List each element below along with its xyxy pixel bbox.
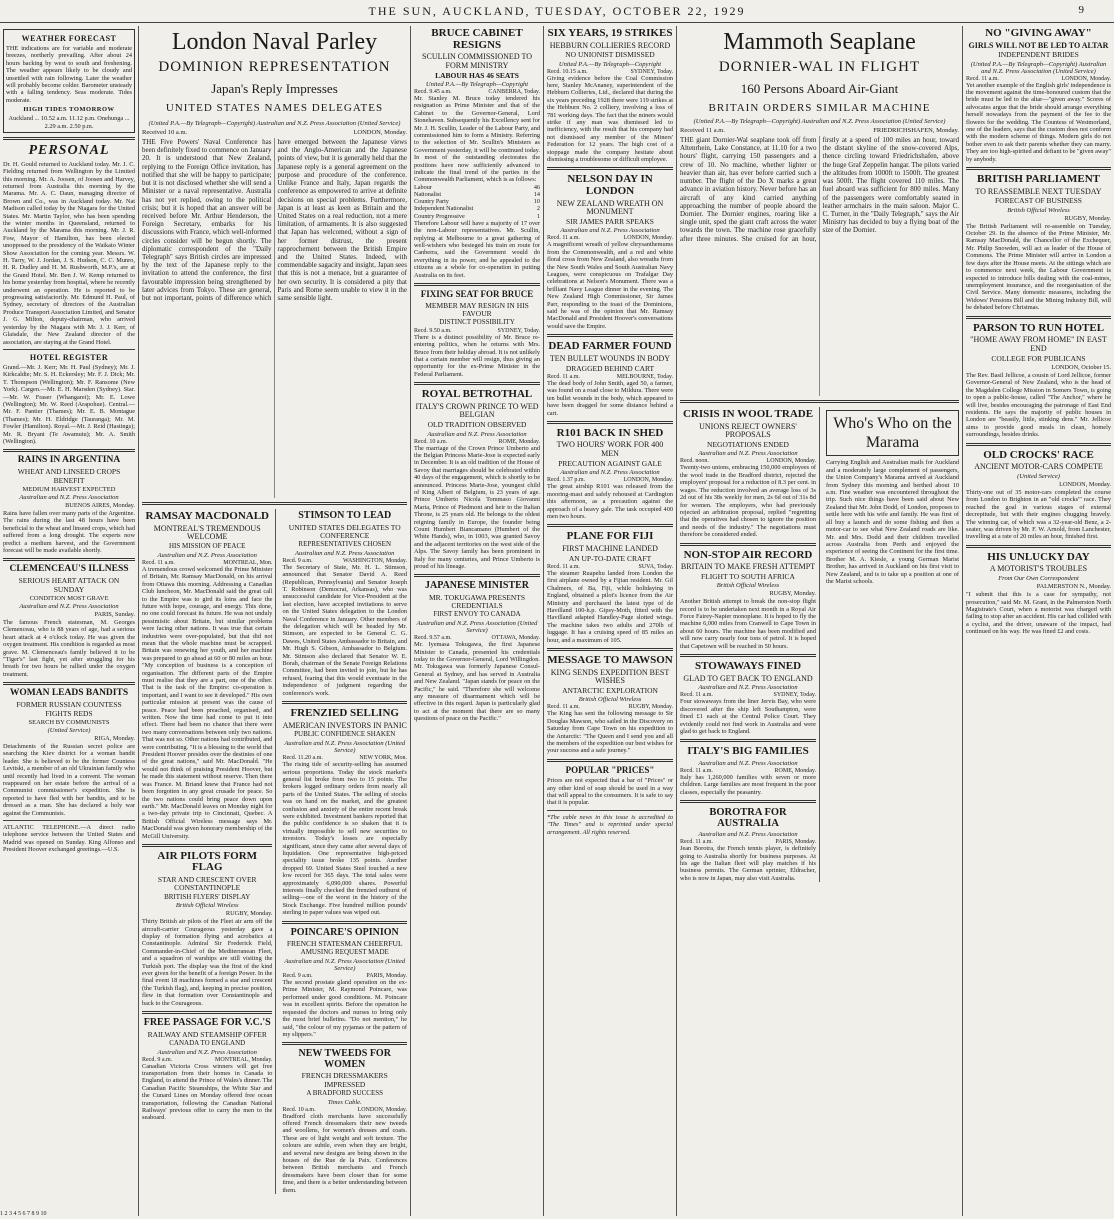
column-1 (0, 26, 139, 1216)
nogiving-sub1: GIRLS WILL NOT BE LED TO ALTAR (968, 40, 1109, 50)
column-8 (963, 26, 1114, 1216)
parliament-text: The British Parliament will re-assemble on Tuesday, October 29. In the absence of the Prime Minister, Mr. Ramsay MacDonald, the Chancellor of the Exchequer, Mr. Philip Snowden, will act as leader of the House of Commons. The Prime Minister will arrive in London a few days after the House meets. At the sittings which are to commence next week, the Labour Government is expected to introduce bills dealing with the coal-mines, unemployment insurance, and the reorganisation of the Civil Service. Many domestic measures, including the Widows' Pensions Bill and the Mining Industry Bill, will be debated before Christmas. (966, 222, 1111, 312)
nelson-place: LONDON, Monday. (623, 235, 673, 242)
nonstop-title: NON-STOP AIR RECORD (683, 548, 813, 561)
clemenceau-sub1: SERIOUS HEART ATTACK ON SUNDAY (18, 576, 120, 594)
nelson-sub2: SIR JAMES PARR SPEAKS (566, 217, 654, 227)
r101-sub2: PRECAUTION AGAINST GALE (558, 459, 662, 469)
japanese-received: Recd. 9.57 a.m. (414, 635, 452, 642)
parliament-sub1: TO REASSEMBLE NEXT TUESDAY (975, 186, 1102, 196)
parley-text: THE Five Powers' Naval Conference has been definitely fixed to commence on January 20. It is understood that New Zealand, replying to the Foreign Office invitation, has notified that she will be happy to participate; but it is not disclosed whether she will send a Minister or a naval representative. Australia has not yet replied, owing to the political crisis; but it is hoped that an answer will be received before Mr. Arthur Henderson, the Foreign Secretary, embarks for his discussions with France, which well-informed circles consider will be begun shortly. The diplomatic correspondent of the "Daily Telegraph" says British circles are impressed by the text of the Japanese reply to the invitation to attend the conference, the first favourable impression being strengthened by later advices from Tokyo. These are general, but not important, points of difference which have emerged between the Japanese views and the Anglo-American and the Japanese points of view, but it is generally held that the Japanese reply is a general agreement on the purpose and procedure of the conference. Unlike France and Italy, Japan regards the conference as empowered to arrive at definite decisions on special problems. Furthermore, Japan is at least as keen as Britain and the United States on a real reduction, not a mere limitation, of armaments. It is also suggested that Japan has welcomed, without a sign of her former distrust, the present rapprochement between the British Empire and the United States. Indeed, with commendable sagacity and insight, Japan sees that this is not a menace, but a guarantee of her own security. It is considered a pity that Paris and Rome seem unable to view it in the same sensible light. (142, 138, 407, 302)
sixyears-credit: United P.A.—By Telegraph—Copyright (558, 60, 662, 68)
personal-text: Dr. H. Gould returned to Auckland today. Mr. J. C. Fielding returned from Wellington by the Limited this morning. Mr. A. Joosen, of Joosen and Harvey, returned from Australia this morning by the Marama. Mr. A. C. Daun, managing director of Brown and Co., was in Auckland today. Mr. Nat Madison called today by the Niagara for the United States. Mr. Martin Taylor, who has been spending the winter months in Queensland, returned to Auckland by the Marama this morning. Mr. J. R. Fow, Mayor of Hamilton, has been elected unopposed to the presidency of the Waikato Winter Show Association for the coming year. Messrs. W. H. Tarry, W. J. Jordan, J. S. Hudson, C. C. Munro, H. R. Dudley and H. M. Rushworth, M.P.'s, are at the Grand Hotel. Mr. Ben J. W. Kemp returned to his home yesterday from hospital, where he recently underwent an operation. He is reported to be progressing satisfactorily. Mr. Edmund H. Paul, of Sydney, secretary of directors of the Australian Produce Transport Association Limited, and Senator J. G. Milton, deputy-chairman, who arrived yesterday by the Niagara with Mr. J. J. Kerr, of Glaisdale, the New Zealand director of the association, are staying at the Grand Hotel. (3, 160, 135, 346)
unlucky-text: "I submit that this is a case for sympathy, not prosecution," said Mr. M. Grant, in the Palmerston North Magistrate's Court, when a motorist was charged with failing to stop after an accident. His car had collided with a cyclist, and the driver, unaware of the impact, had continued on his way. He was fined £2 and costs. (966, 591, 1111, 636)
argentina-dateline: BUENOS AIRES, Monday. (65, 501, 135, 509)
clemenceau-dateline: PARIS, Sunday. (94, 611, 135, 619)
oldcrocks-title: OLD CROCKS' RACE (983, 448, 1094, 461)
stowaways-credit: Australian and N.Z. Press Association (698, 684, 798, 692)
tweeds-place: LONDON, Monday. (357, 1106, 407, 1113)
masthead (0, 0, 1114, 23)
bruce-credit: United P.A.—By Telegraph—Copyright (425, 80, 529, 88)
borotra-title: BOROTRA FOR AUSTRALIA (709, 807, 787, 830)
r101-text: The great airship R101 was released from the mooring-mast and safely rehoused at Cardington this afternoon, as a precaution against the approach of a heavy gale. The task occupied 400 men two hours. (547, 483, 673, 520)
party-seats: 2 (536, 205, 540, 213)
masthead-title: THE SUN, AUCKLAND, TUESDAY, OCTOBER 22, 1929 (368, 3, 746, 18)
mawson-sub1: KING SENDS EXPEDITION BEST WISHES (550, 667, 670, 686)
poincare-title: POINCARE'S OPINION (290, 926, 399, 938)
italy-text: Italy has 1,260,000 families with seven or more children. Large families are most frequent in the poor classes, especially the peasantry. (680, 773, 816, 796)
r101-credit: Australian and N.Z. Press Association (560, 469, 660, 477)
bruce-sub1: SCULLIN COMMISSIONED TO FORM MINISTRY (422, 52, 532, 70)
parson-title: PARSON TO RUN HOTEL (972, 321, 1105, 334)
bruce-text-2: Therefore Labour will have a majority of 17 over the non-Labour representatives. Mr. Scullin, replying at Melbourne to a great gathering of well-wishers who besieged his train en route for Canberra, said the Government would do everything in its power, and he appealed to the citizens as a whole for co-operation in putting Australia on its feet. (414, 219, 540, 279)
party-seats: 14 (533, 191, 540, 199)
r101-title: R101 BACK IN SHED (556, 426, 664, 439)
hotel-text: Grand.—Mr. J. Kerr; Mr. H. Paul (Sydney); Mr. J. Kirkcaldie; Mr. S. H. Eckersley; Mr. F. J. Dick; Mr. T. Thompson (Wellington); Mr. F. Ransome (New York). Cargen.—Mr. E. H. Marsden (Sydney). Star.—Mr. W. Fraser (Whangarei); Mr. E. Lowe (Wellington); Mr. W. Reed (Arapohue). Central.—Mr. F. Pantier (Thames); Mr. E. B. Montague (Thames); Mr. H. Eldridge (Tauranga); Mr. M. Fowler (Hamilton). Royal.—Mr. J. Reid (Hastings); Mr. R. Bryant (Te Awamutu); Mr. A. Smith (Wellington). (3, 363, 135, 445)
stimson-text: The Secretary of State, Mr. H. L. Stimson, announced that Senator David A. Reed (Republican, Pennsylvania) and Senator Joseph T. Robinson (Democrat, Arkansas), who was unsuccessful candidate for Vice-President at the last election, have accepted invitations to serve on the United States delegation to the London Naval Conference in January. Other members of the delegation which will be headed by Mr. Stimson, are expected to be General C. G. Dawes, United States Ambassador to Britain, and Mr. Hugh S. Gibson, Ambassador to Belgium. Mr. Stimson also declared that Senator W. E. Borah, chairman of the Senate Foreign Relations Committee, had been invited to join, but he has refused, fearing that this would eventuate in the independence of judgment regarding the conference's work. (282, 563, 407, 697)
tweeds-credit: Times Cable. (327, 1098, 362, 1106)
nogiving-place: LONDON, Monday. (1061, 75, 1111, 82)
royal-sub2: OLD TRADITION OBSERVED (427, 420, 527, 430)
fiji-sub1: FIRST MACHINE LANDED (562, 543, 658, 553)
wool-credit: Australian and N.Z. Press Association (698, 450, 798, 458)
poincare-sub1: FRENCH STATESMAN CHEERFUL (286, 939, 403, 949)
tweeds-sub2: A BRADFORD SUCCESS (306, 1088, 384, 1097)
ramsay-place: MONTREAL, Mon. (223, 559, 273, 566)
bruce-place: CANBERRA, Today. (488, 88, 540, 95)
nogiving-received: Recd. 11 a.m. (966, 75, 999, 82)
deadfarmer-place: MELBOURNE, Today. (616, 373, 673, 380)
mawson-received: Recd. 11 a.m. (547, 704, 580, 711)
sixyears-received: Recd. 10.15 a.m. (547, 68, 588, 75)
tweeds-title: NEW TWEEDS FOR WOMEN (298, 1048, 391, 1070)
page-number: 9 (1078, 4, 1084, 16)
parliament-sub2: FORECAST OF BUSINESS (995, 196, 1082, 206)
ramsay-received: Recd. 11 a.m. (142, 559, 175, 566)
r101-received: Recd. 1.37 p.m. (547, 477, 585, 484)
unlucky-credit: From Our Own Correspondent (998, 575, 1079, 583)
stimson-dateline (282, 558, 407, 564)
lower-split-right (680, 407, 959, 882)
oldcrocks-text: Thirty-one out of 35 motor-cars completed the course from London to Brighton in an "old crocks'" race. They reached the goal in various stages of external decrepitude, but with their engines chugging bravely. The winning car, of which was a 32-year-old Benz, a 2-seater, was driven by Mr. F. W. Arnold, from Lanchester, travelling at a rate of 20 miles an hour, finished first. (966, 488, 1111, 541)
ramsay-sub2: HIS MISSION OF PEACE (169, 542, 246, 551)
italy-title: ITALY'S BIG FAMILIES (687, 745, 809, 758)
clemenceau-credit: Australian and N.Z. Press Association (19, 603, 119, 611)
fiji-sub2: AN UP-TO-DATE CRAFT (568, 553, 652, 563)
parson-dateline: LONDON, October 15. (1051, 363, 1111, 371)
bandits-dateline: RIGA, Monday. (94, 734, 135, 742)
party-table (414, 184, 540, 220)
party-name: Country Progressive (414, 212, 465, 220)
frenzied-received: Recd. 11.20 a.m. (282, 755, 323, 762)
party-seats: 10 (533, 198, 540, 206)
wool-received: Recd. noon. (680, 458, 709, 465)
freepassage-sub1: RAILWAY AND STEAMSHIP OFFER (147, 1029, 267, 1039)
parley-title: London Naval Parley (171, 29, 378, 55)
argentina-sub1: WHEAT AND LINSEED CROPS BENEFIT (17, 467, 121, 485)
pilots-credit: British Official Wireless (175, 902, 239, 910)
parley-place: LONDON, Monday. (353, 129, 407, 137)
frenzied-text: The rising tide of security-selling has assumed serious proportions. Today the stock market's general list broke from two to 15 points. The brokers logged ordinary orders from nearly all parts of the United States. The selling of stocks was on hand on the market, and the greatest confusion and anxiety of the entire recent break were exhibited. Investment bankers reported that the public confidence is so shaken that it is virtually impossible to sell new securities to investors. Today's losses are especially significant, since they came after several days of liquidation. One representative high-priced speciality issue broke 135 points. Another dropped 69. United States Steel touched a new low record for 365 days. The total sales were approximately 6,090,000 shares. Powerful interests finally checked the frenzied outburst of selling—one of the worst in the history of the Stock Exchange. Five hundred million pounds' sterling in paper values was wiped out. (282, 761, 407, 917)
parley-credit: (United P.A.—By Telegraph—Copyright) Australian and N.Z. Press Association (United Service) (148, 120, 401, 128)
frenzied-sub2: PUBLIC CONFIDENCE SHAKEN (294, 730, 396, 739)
nelson-title: NELSON DAY IN LONDON (567, 173, 653, 198)
poincare-received: Recd. 9 a.m. (282, 973, 313, 980)
mammoth-sub2: 160 Persons Aboard Air-Giant (740, 80, 899, 96)
weather-text: THE indications are for variable and moderate breezes, northerly prevailing. After about 24 hours backing by west to south and freshening. The weather appears likely to be cloudy and unsettled with rain following. Later the weather will probably become colder. Barometer unsteady with a falling tendency. Seas moderate. Tides moderate. (6, 45, 132, 104)
frenzied-place: NEW YORK, Mon. (359, 755, 407, 762)
freepassage-place: MONTREAL, Monday. (214, 1056, 273, 1063)
fixing-title: FIXING SEAT FOR BRUCE (420, 289, 534, 300)
clemenceau-sub2: CONDITION MOST GRAVE (29, 594, 109, 602)
stimson-received: Recd. 9 a.m. (282, 557, 313, 564)
parliament-credit: British Official Wireless (1007, 206, 1070, 214)
sixyears-sub2: NO UNIONIST DISMISSED (565, 50, 655, 60)
nogiving-title: NO "GIVING AWAY" (985, 27, 1092, 39)
unlucky-sub1: A MOTORIST'S TROUBLES (989, 564, 1088, 574)
tides-title: HIGH TIDES TOMORROW (23, 106, 115, 114)
fixing-text: There is a distinct possibility of Mr. Bruce re-entering politics, when he returns with Mrs. Bruce from their holiday abroad. It is not unlikely that a certain member will resign, thus giving an opportunity for the ex-Prime Minister in the Federal Parliament. (414, 333, 540, 378)
freepassage-received: Recd. 9 a.m. (142, 1056, 173, 1063)
bandits-credit: (United Service) (47, 726, 91, 734)
mammoth-sub3: BRITAIN ORDERS SIMILAR MACHINE (708, 101, 931, 114)
fiji-received: Recd. 11 a.m. (547, 563, 580, 570)
tides-text: Auckland ... 10.52 a.m. 11.12 p.m. Onehunga ... 2.29 a.m. 2.50 p.m. (8, 115, 130, 130)
borotra-credit: Australian and N.Z. Press Association (698, 831, 798, 839)
party-name: Nationalist (414, 191, 442, 199)
stowaways-received: Recd. 11 a.m. (680, 692, 713, 699)
ramsay-title: RAMSAY MACDONALD (145, 510, 269, 523)
ramsay-sub1: MONTREAL'S TREMENDOUS WELCOME (153, 523, 261, 542)
column-3-lower (282, 509, 407, 1194)
pilots-title: AIR PILOTS FORM FLAG (157, 849, 258, 874)
r101-place: LONDON, Monday. (623, 477, 673, 484)
clemenceau-title: CLEMENCEAU'S ILLNESS (9, 564, 129, 575)
sixyears-place: SYDNEY, Today. (630, 68, 673, 75)
personal-title: PERSONAL (28, 143, 110, 159)
fixing-received: Recd. 9.50 a.m. (414, 327, 452, 334)
sixyears-text: Giving evidence before the Coal Commission here, Stanley McAnaney, superintendent of the Hebburn Collieries, Ltd., declared that during the six years preceding 1928 there were 119 strikes at the Hebburn No. 2 colliery, involving a loss of 781 working days. The fact that the miners would strike if any man was dismissed led to inefficiency, with the result that his company had not dismissed any member of the Miners' Federation for 12 years. The high cost of a stoppage made the company hesitate about dismissing a troublesome or difficult employee. (547, 74, 673, 164)
nelson-text: A magnificent wreath of yellow chrysanthemums from the Commonwealth, and a red and white floral cross from New Zealand, also wreaths from the New South Wales and South Australian Navy Leagues, were conspicuous on Trafalgar Day celebrations at Nelson's Monument. There was a brilliant Navy League dinner in the evening. The New Zealand High Commissioner, Sir James Parr, responding to the toast of the Dominions, said he was of the opinion that Mr. Ramsay MacDonald and President Hoover's conversations would save the Empire. (547, 241, 673, 330)
parley-sub1: DOMINION REPRESENTATION (158, 59, 391, 76)
royal-place: ROME, Monday. (498, 438, 540, 445)
stimson-sub2: REPRESENTATIVES CHOSEN (298, 540, 392, 549)
oldcrocks-dateline: LONDON, Monday. (1059, 480, 1111, 488)
table-row (414, 191, 540, 198)
japanese-title: JAPANESE MINISTER (425, 580, 529, 592)
mawson-title: MESSAGE TO MAWSON (547, 653, 673, 666)
tweeds-sub1: FRENCH DRESSMAKERS IMPRESSED (301, 1071, 388, 1089)
footnote-text: *The cable news in this issue is accredited to "The Times" and is reprinted under special arrangement. All rights reserved. (547, 813, 673, 836)
scale-ruler: 1 2 3 4 5 6 7 8 9 10 (0, 1211, 47, 1217)
stimson-sub1: UNITED STATES DELEGATES TO CONFERENCE (288, 522, 401, 540)
whoswho-box (826, 410, 959, 456)
mammoth-sub1: DORNIER-WAL IN FLIGHT (718, 59, 921, 76)
sixyears-title: SIX YEARS, 19 STRIKES (547, 27, 673, 39)
borotra-received: Recd. 11 a.m. (680, 839, 713, 846)
mawson-credit: British Official Wireless (578, 696, 642, 704)
unlucky-title: HIS UNLUCKY DAY (987, 550, 1090, 563)
tweeds-text: Bradford cloth merchants have successfully offered French dressmakers their new tweeds and woollens, for women's dresses and coats. These are of light weight and soft texture. The colours are subtle, even when they are bright, and several new designs are being shown in the houses of the Rue de la Paix. Conferences between British merchants and French dressmakers have been closer than for some time, and there is a better understanding between them. (282, 1112, 407, 1194)
column-6-7 (677, 26, 963, 1216)
bruce-title: BRUCE CABINET RESIGNS (431, 27, 523, 51)
table-row (414, 184, 540, 191)
royal-credit: Australian and N.Z. Press Association (427, 430, 527, 438)
column-6-lower (680, 407, 820, 882)
poincare-sub2: AMUSING REQUEST MADE (300, 948, 389, 957)
frenzied-credit: Australian and N.Z. Press Association (United Service) (284, 740, 406, 755)
ramsay-text: A tremendous crowd welcomed the Prime Minister of Britain, Mr. Ramsay MacDonald, on his arrival from Ottawa this morning. Addressing a Canadian Club luncheon, Mr. MacDonald said the great call to the Empire was to gird its loins and face the future with hope, courage, and energy. This done, no one could forecast its future. He was not unduly pessimistic about Britain, but similar problems were facing other nations. It was true that certain industries were over-populated, but that did not mean that the whole machine must be scrapped. Britain was renewing her youth, and her machine was prepared to go ahead at 60 or 80 miles an hour. "My conception of business is a conception of organisation. The different parts of the Empire must realise that they are a part, one of the other. That is the task of the Empire: co-operation is important, and I want to see it developed." His own particular mission at present was the cause of peace. Peace had been preached, organised, and written. Now the time had come to put it into effect. There had been no chance that there were two many conversations between only two nations. That was not so. Other nations had contributed, and were contributing. "It is a blessing to the world that President Hoover presides over the destinies of one of the great nations," said Mr. MacDonald. "He would not think of praising President Hoover, but he made this statement without reserve. Then there was France. M. Briand knew that France had not been forgotten in any great crusade for peace. So the two nations could bring peace down upon earth." Mr. MacDonald leaves on Monday night for a two-day private trip to Cincinnati, Quebec. A British Official Wireless message says Mr. MacDonald was given honorary membership of the McGill University. (142, 565, 273, 840)
fixing-sub1: MEMBER MAY RESIGN IN HIS FAVOUR (425, 300, 529, 318)
poincare-place: PARIS, Monday. (366, 973, 407, 980)
oldcrocks-sub1: ANCIENT MOTOR-CARS COMPETE (974, 462, 1103, 472)
stimson-place: WASHINGTON, Monday. (343, 557, 407, 564)
japanese-place: OTTAWA, Monday. (491, 635, 540, 642)
stowaways-place: SYDNEY, Today. (773, 692, 816, 699)
table-row (414, 205, 540, 212)
royal-sub1: ITALY'S CROWN PRINCE TO WED BELGIAN (415, 401, 539, 420)
italy-place: ROME, Monday. (774, 767, 816, 774)
poincare-text: The second prostate gland operation on the ex-Prime Minister, M. Raymond Poincare, was performed under good conditions. M. Poincare was in excellent spirits. Before the operation he requested the doctors and nurses to bring only the most brief bulletins. "Do not mention," he said, "the colour of my pyjamas or the pattern of my slippers." (282, 979, 407, 1038)
wool-sub2: NEGOTIATIONS ENDED (707, 440, 789, 450)
party-name: Independent Nationalist (414, 205, 474, 213)
bandits-text: Detachments of the Russian secret police are searching the Kiev district for a woman bandit leader. She is believed to be the former Countess Levitski, a member of an old Ukrainian family who until recently had lived in a convent. The woman reappeared on her estate before the arrival of a Communist commissioner's expedition. She is reported to have fled with her bandits, and to be dressed as a man. She has declared a holy war against the Communists. (3, 742, 135, 817)
parson-text: The Rev. Basil Jellicoe, a cousin of Lord Jellicoe, former Governor-General of New Zealand, who is the head of the Magdalen College Mission in Somers Town, is going to open a public-house, called "The Anchor," where he will live, besides encouraging the patronage of East End residents. He says the majority of public houses in London are "beastly, little, stinking dens." Mr. Jellicoe aims to provide good meals in clean, homely surroundings, besides drinks. (966, 371, 1111, 439)
nonstop-dateline: RUGBY, Monday. (769, 590, 816, 598)
nogiving-credit: (United P.A.—By Telegraph—Copyright) Australian and N.Z. Press Association (United Service) (970, 60, 1107, 75)
mammoth-title: Mammoth Seaplane (723, 29, 916, 55)
wool-sub1: UNIONS REJECT OWNERS' PROPOSALS (699, 421, 797, 440)
royal-text: The marriage of the Crown Prince Umberto and the Belgian Princess Marie-Jose is expected early in December. It is an old tradition of the House of Savoy that marriages should be celebrated within 40 days of the engagement, which is shortly to be announced. Princess Marie-Jose, youngest child of King Albert of Belgium, is 23 years of age. Prince Umberto Nicola Tommaso Giovanni Maria, Prince of Piedmont and heir to the Italian Throne, is 25 years old. He belongs to the oldest reigning family in Europe, the founder being Count Humbert Biancamano (Humbert of the White Hands), who, in 1003, was granted Savoy and the adjacent territories on the west side of the Alps. The Savoy family has been prominent in Italy for many centuries, and Prince Umberto is proud of his lineage. (414, 444, 540, 571)
r101-sub1: TWO HOURS' WORK FOR 400 MEN (556, 440, 664, 459)
stimson-credit: Australian and N.Z. Press Association (295, 549, 395, 557)
party-seats: 46 (533, 183, 540, 191)
unlucky-dateline: PALMERSTON N., Monday. (1036, 583, 1111, 591)
bruce-sub2: LABOUR HAS 46 SEATS (435, 70, 519, 80)
mammoth-received: Received 11 a.m. (680, 127, 725, 135)
argentina-text: Rains have fallen over many parts of the Argentine. The rains during the last 48 hours have been beneficial to the wheat and linseed crops, which had suffered from a long drought. The experts now predict a medium harvest, and the Government forecast will be made available shortly. (3, 509, 135, 555)
whoswho-title: Who's Who on the Marama (833, 415, 952, 452)
nonstop-sub1: BRITAIN TO MAKE FRESH ATTEMPT (680, 562, 816, 572)
pilots-sub1: STAR AND CRESCENT OVER CONSTANTINOPLE (157, 875, 257, 893)
parson-sub1: "HOME AWAY FROM HOME" IN EAST END (970, 335, 1107, 353)
bandits-sub1: FORMER RUSSIAN COUNTESS FIGHTS REDS (16, 700, 122, 718)
pilots-sub2: BRITISH FLYERS' DISPLAY (164, 892, 251, 901)
poincare-credit: Australian and N.Z. Press Association (United Service) (284, 958, 406, 973)
mammoth-credit: (United P.A.—By Telegraph—Copyright) Australian and N.Z. Press Association (United Service) (693, 118, 946, 126)
deadfarmer-received: Recd. 11 a.m. (547, 373, 580, 380)
fiji-text: The steamer Ruapehu landed from London the first airplane owned by a Fijian resident. Mr. Gil Chalmers, of Ba, Fiji, while holidaying in England, obtained a pilot's licence from the Air Ministry and purchased the latest type of de Havilland 100-h.p. Gipsy-Moth, fitted with the Havilland adapted Handley-Page slotted wings. The machine takes two adults and 270lb of luggage. It has a cruising speed of 85 miles an hour, and a maximum of 105. (547, 569, 673, 644)
parliament-title: BRITISH PARLIAMENT (977, 173, 1100, 186)
stowaways-text: Four stowaways from the liner Jervis Bay, who were discovered after the ship left Southampton, were fined £1 each at the Central Police Court. They evidently could not find work in Australia and were glad to get back to England. (680, 698, 816, 735)
parley-dateline (142, 129, 407, 136)
lower-split (142, 509, 407, 1194)
japanese-sub1: MR. TOKUGAWA PRESENTS CREDENTIALS (428, 592, 525, 611)
bruce-text: Mr. Stanley M. Bruce today tendered his resignation as Prime Minister and that of the Cabinet to the Governor-General, Lord Stonehaven. Subsequently his Excellency sent for Mr. J. H. Scullin, Leader of the Labour Party, and commissioned him to form a Ministry. Referring to the selection of Mr. Scullin's Ministers as Government yesterday, it will be continued today. In most of the outstanding electorates the positions have now sufficiently advanced to indicate the final trend of the parties in the Commonwealth Parliament, which is as follows: (414, 94, 540, 184)
japanese-text: Mr. Iyemasa Tokugawa, the first Japanese Minister to Canada, presented his credentials today to the Governor-General, Lord Willingdon. Mr. Tokugawa was formerly Japanese Consul-General at Sydney, and has served in Australia and New Zealand. "Japan stands for peace on the Pacific," he said. "Therefore she will welcome any measure of disarmament which will be effective in this regard. Japan is particularly glad to act at the moment that there are so many questions of peace on the Pacific." (414, 641, 540, 723)
parliament-dateline: RUGBY, Monday. (1064, 214, 1111, 222)
deadfarmer-title: DEAD FARMER FOUND (548, 340, 672, 353)
tweeds-received: Recd. 10 a.m. (282, 1106, 316, 1113)
mammoth-place: FRIEDRICHSHAFEN, Monday. (873, 127, 959, 135)
mammoth-text: THE giant Dornier-Wal seaplane took off from Altenrhein, Lake Constance, at 11.10 for a two hours' flight, carrying 150 passengers and a crew of 10. No machine, whether lighter or heavier than air, has ever before carried such a number. The flight of the Do X marks a great advance in aviation history. Never before has an aircraft of any kind carried anything approaching the number of people aboard the Dornier. The Dornier engines, roaring like a single unit, sped the giant craft across the water towards the town. The machine rose gracefully after three minutes. She cruised for an hour, firstly at a speed of 100 miles an hour, toward the distant skyline of the snow-covered Alps, thence circling toward Friedrichshafen, above the huge Graf Zeppelin hangar. The pilots varied the altitudes from 1000ft to 1500ft. The greatest was 500ft. The flight covered 110 miles. The fuel aboard was sufficient for 800 miles. Many of the passengers were comfortably seated in leather armchairs in the main saloon. Major C. C. Turner, in the "Daily Telegraph," says the Air Ministry has decided to buy a flying boat of the size of the Dornier. (680, 136, 959, 243)
nelson-credit: Australian and N.Z. Press Association (560, 227, 660, 235)
ramsay-credit: Australian and N.Z. Press Association (157, 551, 257, 559)
argentina-title: RAINS IN ARGENTINA (17, 455, 121, 466)
popular-title: POPULAR "PRICES" (565, 764, 655, 775)
borotra-text: Jean Borotra, the French tennis player, is definitely going to Australia shortly for business purposes. At his age the Italian fleet will play matches if his business permits. The German sprinter, Eldracher, who is now in Japan, may also visit Australia. (680, 845, 816, 882)
deadfarmer-text: The dead body of John Smith, aged 50, a farmer, was found on a road close to Mildura. There were ten bullet wounds in the body, which appeared to have been dragged for some distance behind a cart. (547, 379, 673, 417)
parley-received: Received 10 a.m. (142, 129, 188, 137)
atlantic-text: ATLANTIC TELEPHONE.—A direct radio telephone service between the United States and Madrid was opened on Sunday. King Alfonso and President Hoover exchanged greetings.—U.S. (3, 823, 135, 854)
parley-sub3: UNITED STATES NAMES DELEGATES (165, 101, 384, 114)
table-row (414, 198, 540, 205)
pilots-text: Thirty British air pilots of the Fleet air arm off the aircraft-carrier Courageous yesterday gave a display of formation flying and acrobatics at Constantinople. Admiral Sir Frederick Field, Commander-in-Chief of the Mediterranean Fleet, and a squadron of warships are still visiting the Turkish port. The display was the first of the kind ever given for the benefit of a foreign Power. In the final event 18 machines formed a star and crescent (the Turkish flag), and, keeping in precise position, flew in that formation over Constantinople and back to the Courageous. (142, 918, 273, 1007)
parson-sub2: COLLEGE FOR PUBLICANS (991, 353, 1086, 363)
freepassage-title: FREE PASSAGE FOR V.C.'S (143, 1017, 271, 1029)
stowaways-sub1: GLAD TO GET BACK TO ENGLAND (683, 673, 813, 683)
wool-text: Twenty-two unions, embracing 150,000 employees of the wool trade in the Bradford district, rejected the employers' proposal for a reduction of 8.3 per cent. in wages. The reduction involved an average loss of 3s 2d out of his 38s weekly for men, 2s 6d out of 31s 8d for women. The employers, who had previously rejected an arbitration proposal, replied "regretting that the operatives had chosen to ignore the position and needs of the industry." The negotiations must therefore be considered ended. (680, 464, 816, 539)
stimson-title: STIMSON TO LEAD (298, 510, 392, 522)
wool-title: CRISIS IN WOOL TRADE (682, 408, 814, 421)
party-name: Labour (414, 183, 432, 191)
sixyears-sub1: HEBBURN COLLIERIES RECORD (549, 40, 671, 50)
nonstop-credit: British Official Wireless (716, 582, 780, 590)
popular-text: Prices are not expected that a bar of "Prices" or any other kind of soap should be used in a way that will appeal to the consumers. It is safe to say that it is popular. (547, 777, 673, 807)
fixing-place: SYDNEY, Today. (497, 327, 540, 334)
table-row (414, 213, 540, 220)
freepassage-sub2: CANADA TO ENGLAND (169, 1038, 246, 1047)
whoswho-text: Carrying English and Australian mails for Auckland and a moderately large complement of passengers, the Union Company's Marama arrived at Auckland from Sydney this morning and berthed about 10 a.m. Fine weather was encountered throughout the trip. Such nice things have been said about New Zealand that Mr. John Dodd, of London, proposes to settle here with his wife and family. He was first of all buy a launch and do some fishing and then a motor-car to see what New Zealand roads are like. Mr. and Mrs. Dodd and their children travelled across Australia from Perth and enjoyed the experience of seeing the Continent for the first time. Brother M. A. Kiesle, a young German Marist Brother, has arrived in Auckland on his first visit to New Zealand, and is to take up a position at one of the Marist schools. (825, 459, 959, 585)
column-2-3 (139, 26, 411, 1216)
nelson-sub1: NEW ZEALAND WREATH ON MONUMENT (556, 198, 664, 217)
argentina-sub2: MEDIUM HARVEST EXPECTED (22, 485, 116, 493)
japanese-credit: Australian and N.Z. Press Association (United Service) (416, 620, 538, 635)
nogiving-sub2: INDEPENDENT BRIDES (998, 50, 1079, 60)
oldcrocks-credit: (United Service) (1017, 472, 1060, 480)
italy-credit: Australian and N.Z. Press Association (698, 759, 798, 767)
parley-sub2: Japan's Reply Impresses (211, 80, 338, 96)
bandits-sub2: SEARCH BY COMMUNISTS (28, 718, 110, 726)
japanese-sub2: FIRST ENVOY TO CANADA (433, 610, 521, 619)
weather-box (3, 29, 135, 133)
column-5 (544, 26, 677, 1216)
nogiving-text: Yet another example of the English girls' independence is the movement against the time-honoured custom that the bride must be led to the altar—"given away." Scores of advocates argue that the bride should arrange everything herself nowadays from the payment of the fee to the flowers for the wedding. The Countess of Westmorland, one of the leaders, says that the custom does not conform with the modern scheme of things. Modern girls do not bother even to ask their parents whether they can marry. They are too high-spirited and defiant to be "given away" by anybody. (966, 81, 1111, 163)
borotra-place: PARIS, Monday. (775, 839, 816, 846)
weather-title: WEATHER FORECAST (21, 34, 117, 43)
mawson-text: The King has sent the following message to Sir Douglas Mawson, who sailed in the Discovery on Saturday from Cape Town on his expedition to the Antarctic: "The Queen and I send you and all the members of the expedition our best wishes for your success and a safe journey." (547, 710, 673, 755)
deadfarmer-sub2: DRAGGED BEHIND CART (565, 363, 655, 373)
nonstop-sub2: FLIGHT TO SOUTH AFRICA (701, 571, 795, 581)
freepassage-credit: Australian and N.Z. Press Association (157, 1048, 257, 1056)
party-seats: 1 (536, 212, 540, 220)
mawson-place: RUGBY, Monday. (628, 704, 673, 711)
freepassage-text: Canadian Victoria Cross winners will get free transportation from their homes in Canada to England, to attend the Prince of Wales's dinner. The Canadian Pacific Steamships, the White Star and the Cunard Lines on Monday offered free ocean transportation, following the Canadian National Railways' previous offer to carry the men to the seaboard. (142, 1062, 273, 1122)
fiji-title: PLANE FOR FIJI (566, 530, 654, 543)
hotel-title: HOTEL REGISTER (29, 352, 109, 362)
column-4 (411, 26, 544, 1216)
party-name: Country Party (414, 198, 449, 206)
clemenceau-text: The famous French statesman, M. Georges Clemenceau, who is 88 years of age, had a serious heart attack at 4 o'clock today. He was given the oxygen treatment. His condition is regarded as most grave. M. Clemenceau's family believed it to be "Tiger's" last fight, yet after struggling for his breath for two hours he rallied under the oxygen treatment. (3, 619, 135, 678)
italy-received: Recd. 11 a.m. (680, 767, 713, 774)
bandits-title: WOMAN LEADS BANDITS (9, 688, 129, 699)
royal-received: Recd. 10 a.m. (414, 438, 448, 445)
royal-title: ROYAL BETROTHAL (421, 388, 533, 401)
mammoth-dateline (680, 127, 959, 134)
frenzied-sub1: AMERICAN INVESTORS IN PANIC (282, 720, 407, 730)
frenzied-title: FRENZIED SELLING (290, 707, 399, 720)
argentina-credit: Australian and N.Z. Press Association (19, 493, 119, 501)
fiji-place: SUVA, Today. (638, 563, 673, 570)
column-7-lower (826, 407, 959, 882)
mawson-sub2: ANTARCTIC EXPLORATION (562, 686, 658, 696)
bruce-received: Recd. 9.45 a.m. (414, 88, 452, 95)
fixing-sub2: DISTINCT POSSIBILITY (439, 318, 515, 327)
deadfarmer-sub1: TEN BULLET WOUNDS IN BODY (549, 353, 671, 363)
nonstop-text: Another British attempt to break the non-stop flight record is to be undertaken next month in a Royal Air Force Fairey-Napier monoplane. It is hoped to fly the machine 6,000 miles from Cranwell to Cape Town in about 60 hours. The machine has been modified and will now carry nearly four tons of petrol. It is hoped that Capetown will be reached in 50 hours. (680, 598, 816, 650)
wool-place: LONDON, Monday. (766, 458, 816, 465)
stowaways-title: STOWAWAYS FINED (694, 659, 802, 672)
column-2-lower (142, 509, 276, 1194)
nelson-received: Recd. 11 a.m. (547, 235, 580, 242)
pilots-dateline: RUGBY, Monday. (225, 910, 273, 918)
